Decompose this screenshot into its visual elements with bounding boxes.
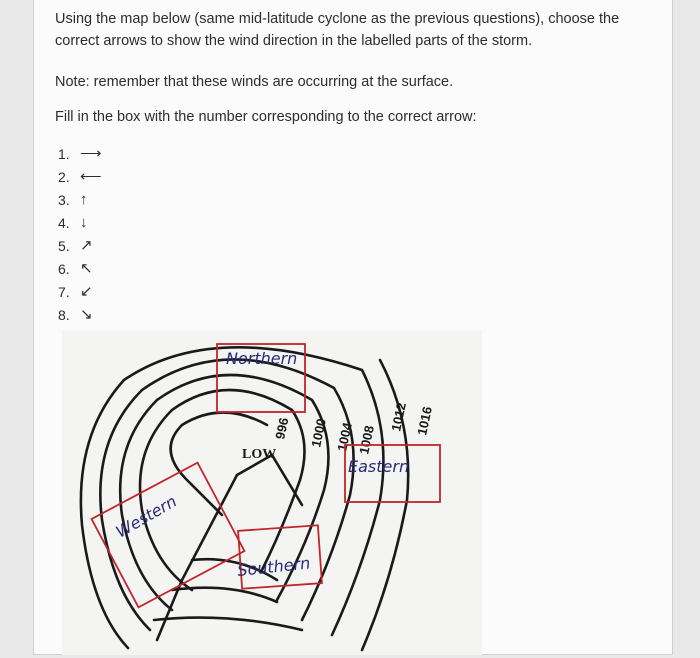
isobar-label: 1016: [414, 405, 435, 437]
list-item: [58, 280, 110, 303]
option-number: 8.: [58, 306, 70, 323]
arrow-left-icon: ⟵: [80, 168, 102, 185]
cyclone-map: [62, 330, 482, 655]
arrow-down-right-icon: ↘: [80, 306, 93, 323]
question-instruction: Fill in the box with the number corresponding to the correct arrow:: [55, 109, 477, 125]
arrow-down-left-icon: ↙: [80, 283, 93, 300]
arrow-up-icon: ↑: [80, 191, 88, 208]
region-label-northern: Northern: [226, 349, 298, 368]
question-prompt: Using the map below (same mid-latitude cyclone as the previous questions), choose the correct arrows to show the wind direction in the labelled parts of the storm.: [55, 11, 620, 49]
option-number: 2.: [58, 168, 70, 185]
list-item: [58, 257, 110, 280]
low-pressure-label: LOW: [242, 447, 277, 462]
list-item: [58, 303, 110, 326]
isobar-label: 1012: [388, 401, 409, 433]
list-item: [58, 211, 110, 234]
list-item: [58, 188, 110, 211]
region-label-southern: Southern: [236, 553, 312, 580]
isobar-label: 1000: [308, 417, 329, 449]
list-item: [58, 165, 110, 188]
arrow-down-icon: ↓: [80, 214, 88, 231]
arrow-options-list: [58, 142, 110, 326]
option-number: 7.: [58, 283, 70, 300]
arrow-up-left-icon: ↖: [80, 260, 93, 277]
list-item: [58, 142, 110, 165]
arrow-right-icon: ⟶: [80, 145, 102, 162]
question-note: Note: remember that these winds are occurring at the surface.: [55, 74, 454, 90]
option-number: 4.: [58, 214, 70, 231]
arrow-up-right-icon: ↗: [80, 237, 93, 254]
region-label-western: Western: [112, 491, 180, 542]
region-label-eastern: Eastern: [348, 457, 410, 476]
option-number: 6.: [58, 260, 70, 277]
option-number: 1.: [58, 145, 70, 162]
isobar-label: 1004: [334, 421, 355, 453]
isobar-label: 1008: [356, 424, 377, 456]
option-number: 5.: [58, 237, 70, 254]
isobar-label: 996: [272, 416, 292, 441]
list-item: [58, 234, 110, 257]
option-number: 3.: [58, 191, 70, 208]
